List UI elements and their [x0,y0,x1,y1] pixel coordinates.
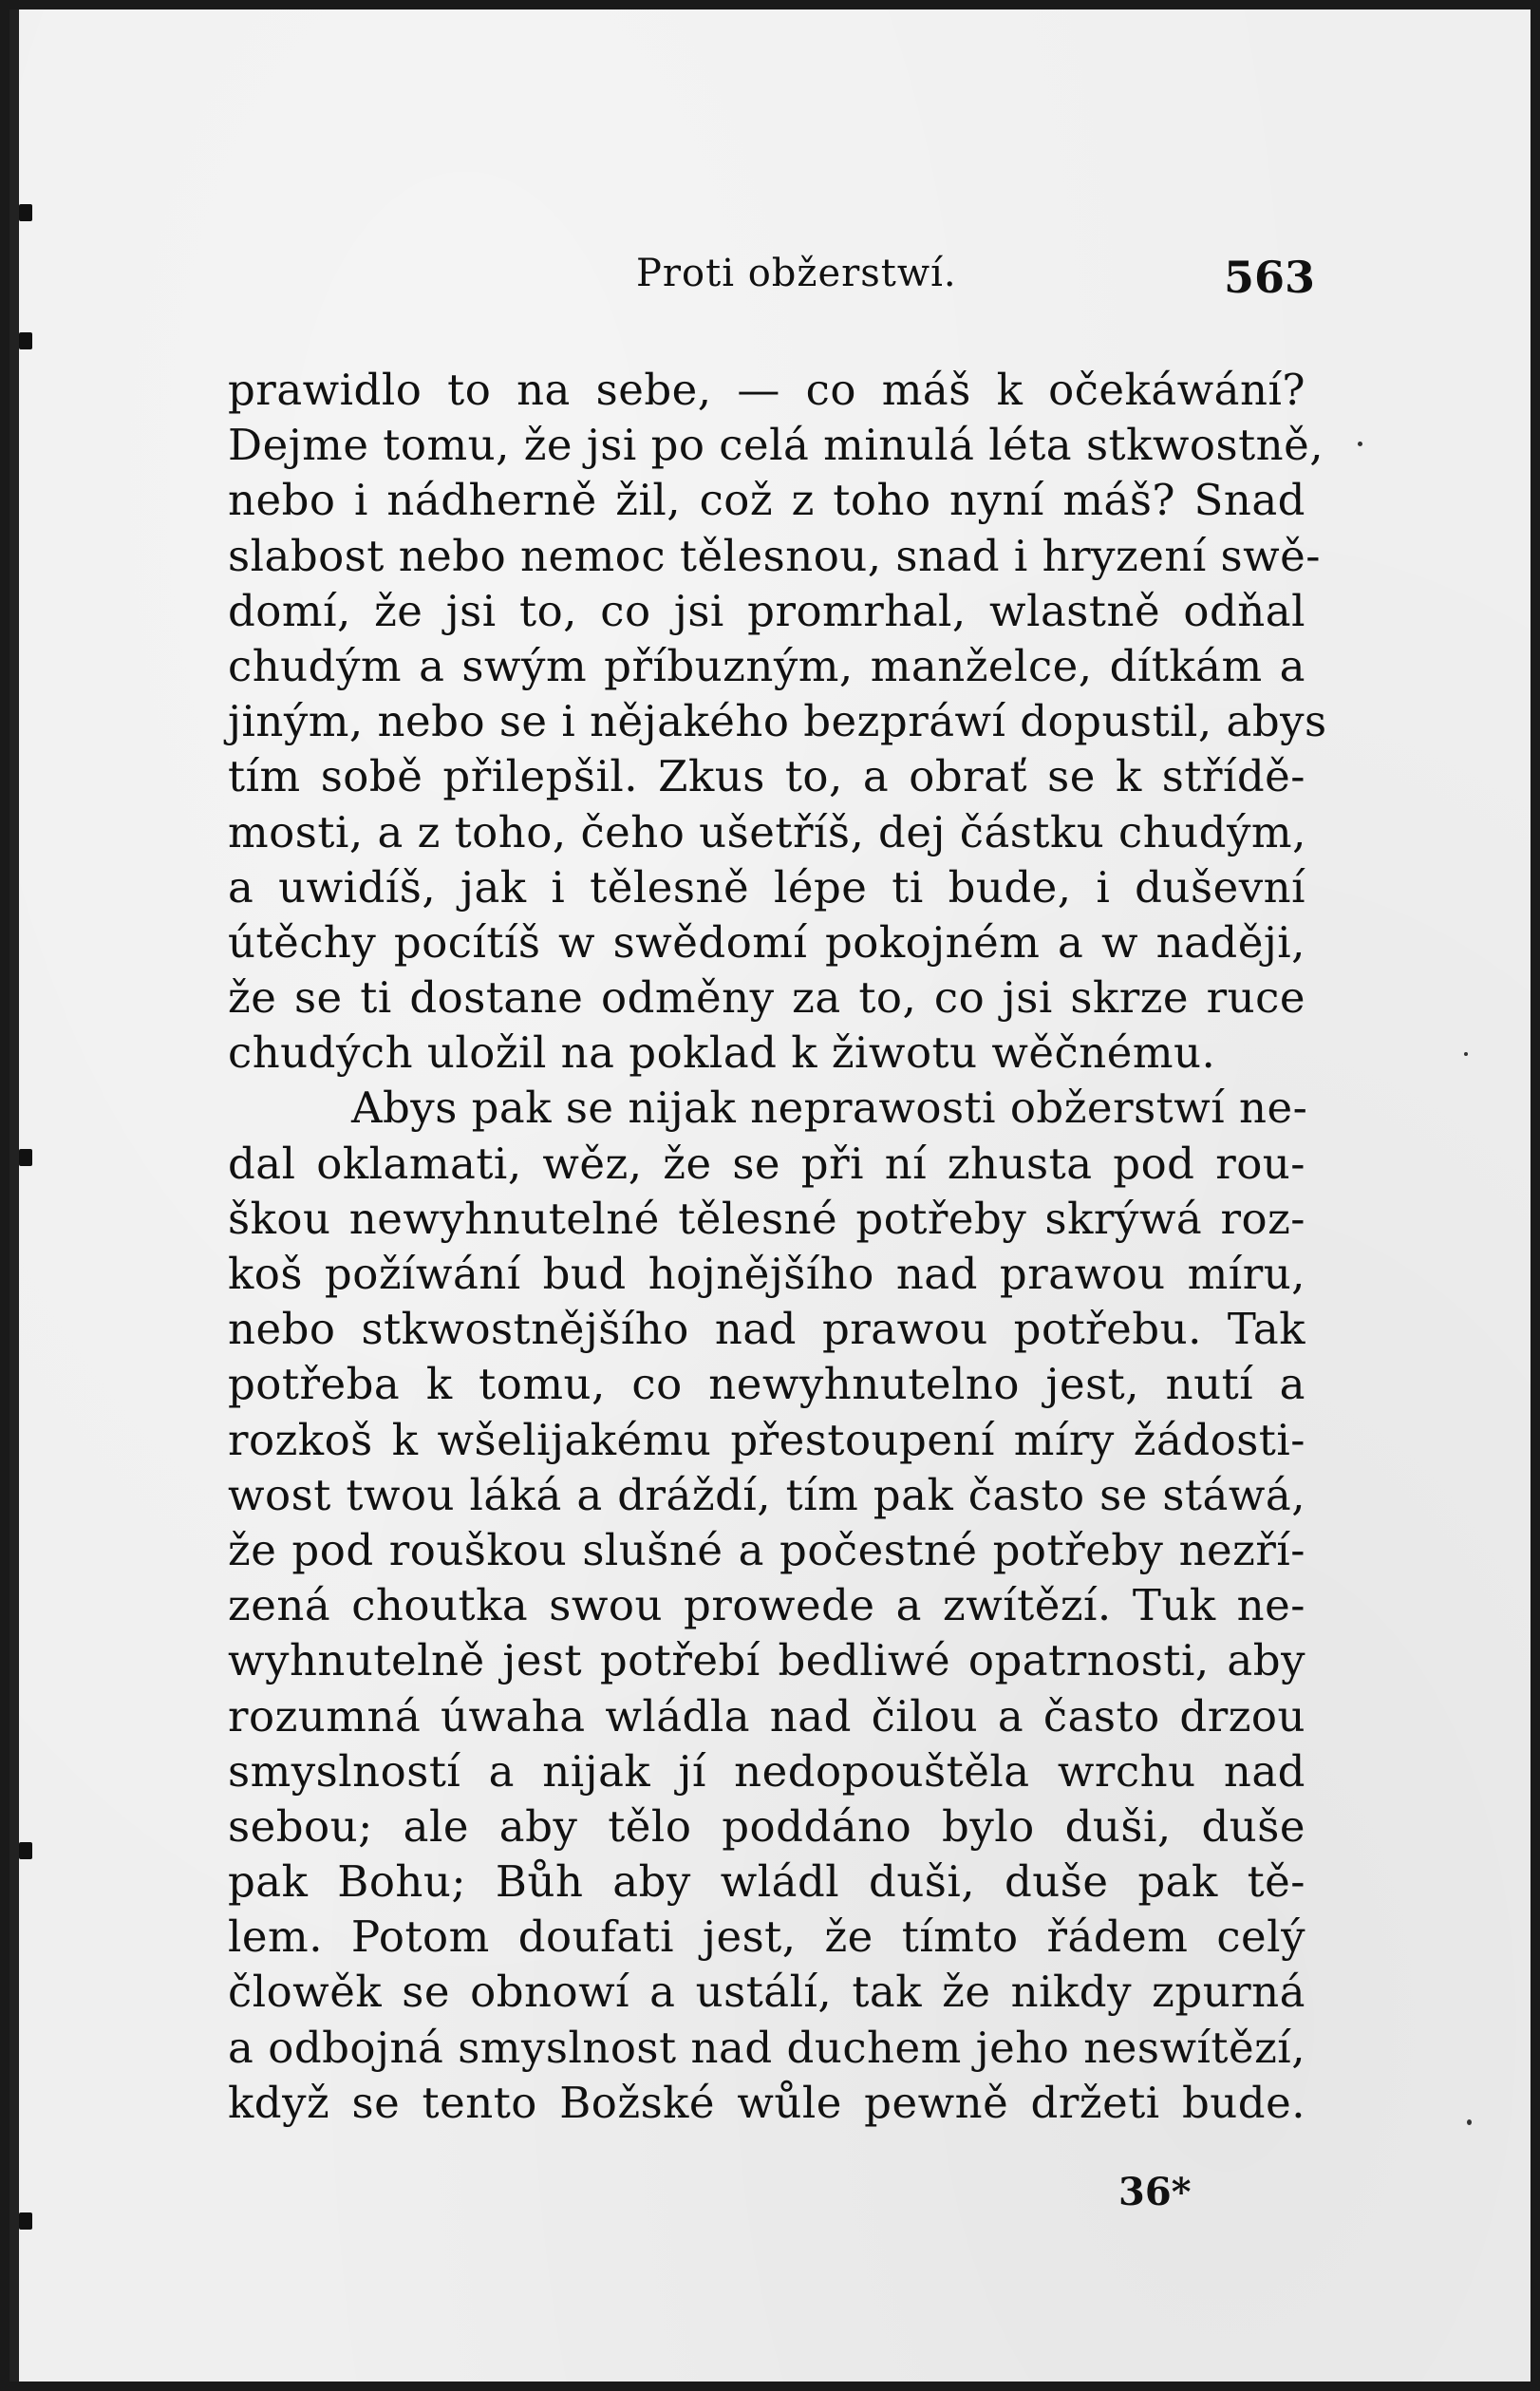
text-line: útěchy pocítíš w swědomí pokojném a w naději, [228,916,1305,968]
page-left-edge [9,9,19,2382]
text-line: škou newyhnutelné tělesné potřeby skrýwá roz- [228,1193,1305,1244]
text-line: chudých uložil na poklad k žiwotu wěčnému. [228,1027,1216,1079]
text-line: jiným, nebo se i nějakého bezpráwí dopustil, abys [228,696,1327,747]
page-number: 563 [1223,252,1315,303]
binding-mark [19,1149,32,1166]
text-line: smyslností a nijak jí nedopouštěla wrchu nad [228,1745,1305,1797]
text-line: člowěk se obnowí a ustálí, tak že nikdy zpurná [228,1967,1305,2018]
text-line: sebou; ale aby tělo poddáno bylo duši, duše [228,1800,1305,1852]
binding-mark [19,204,32,221]
text-line: rozkoš k wšelijakému přestoupení míry žádosti- [228,1414,1305,1465]
text-line: potřeba k tomu, co newyhnutelno jest, nutí a [228,1359,1305,1410]
running-head [237,252,1315,309]
text-line: domí, že jsi to, co jsi promrhal, wlastně odňal [228,585,1305,636]
text-line: nebo i nádherně žil, což z toho nyní máš? Snad [228,475,1305,526]
text-line: že pod rouškou slušné a počestné potřeby nezří- [228,1524,1305,1575]
paper-speck [1358,442,1362,446]
text-line: lem. Potom doufati jest, že tímto řádem celý [228,1911,1305,1963]
signature-mark: 36* [1118,2170,1192,2214]
text-line: mosti, a z toho, čeho ušetříš, dej částku chudým, [228,806,1306,857]
text-line: wost twou láká a dráždí, tím pak často se stáwá, [228,1469,1305,1520]
text-line: dal oklamati, wěz, že se při ní zhusta pod rou- [228,1138,1305,1189]
binding-mark [19,2212,32,2230]
text-line: a odbojná smyslnost nad duchem jeho neswítězí, [228,2022,1305,2073]
text-line: tím sobě přilepšil. Zkus to, a obrať se k střídě- [228,751,1305,802]
text-line: prawidlo to na sebe, — co máš k očekáwání? [228,365,1305,415]
text-line: koš požíwání bud hojnějšího nad prawou míru, [228,1249,1305,1299]
text-line: chudým a swým příbuzným, manželce, dítkám a [228,640,1305,691]
text-line: nebo stkwostnějšího nad prawou potřebu. Tak [228,1304,1305,1355]
text-line: zená choutka swou prowede a zwítězí. Tuk ne- [228,1580,1305,1631]
binding-marks [19,9,32,2382]
text-line: slabost nebo nemoc tělesnou, snad i hryzení swě- [228,530,1321,581]
body-text [228,363,1327,2131]
paragraph-start-line: Abys pak se nijak neprawosti obžerstwí ne- [351,1083,1308,1134]
text-line: rozumná úwaha wládla nad čilou a často drzou [228,1690,1305,1741]
binding-mark [19,1842,32,1859]
text-line: wyhnutelně jest potřebí bedliwé opatrnosti, aby [228,1635,1305,1686]
running-title: Proti obžerstwí. [636,252,957,295]
text-line: když se tento Božské wůle pewně držeti bude. [228,2077,1305,2128]
text-line: že se ti dostane odměny za to, co jsi skrze ruce [228,972,1305,1024]
text-line: a uwidíš, jak i tělesně lépe ti bude, i duševní [228,861,1305,913]
text-line: pak Bohu; Bůh aby wládl duši, duše pak tě- [228,1856,1305,1908]
paper-speck [1464,1052,1468,1056]
text-line: Dejme tomu, že jsi po celá minulá léta stkwostně, [228,420,1324,471]
paper-speck [1467,2119,1472,2125]
book-page [9,9,1531,2382]
binding-mark [19,332,32,349]
